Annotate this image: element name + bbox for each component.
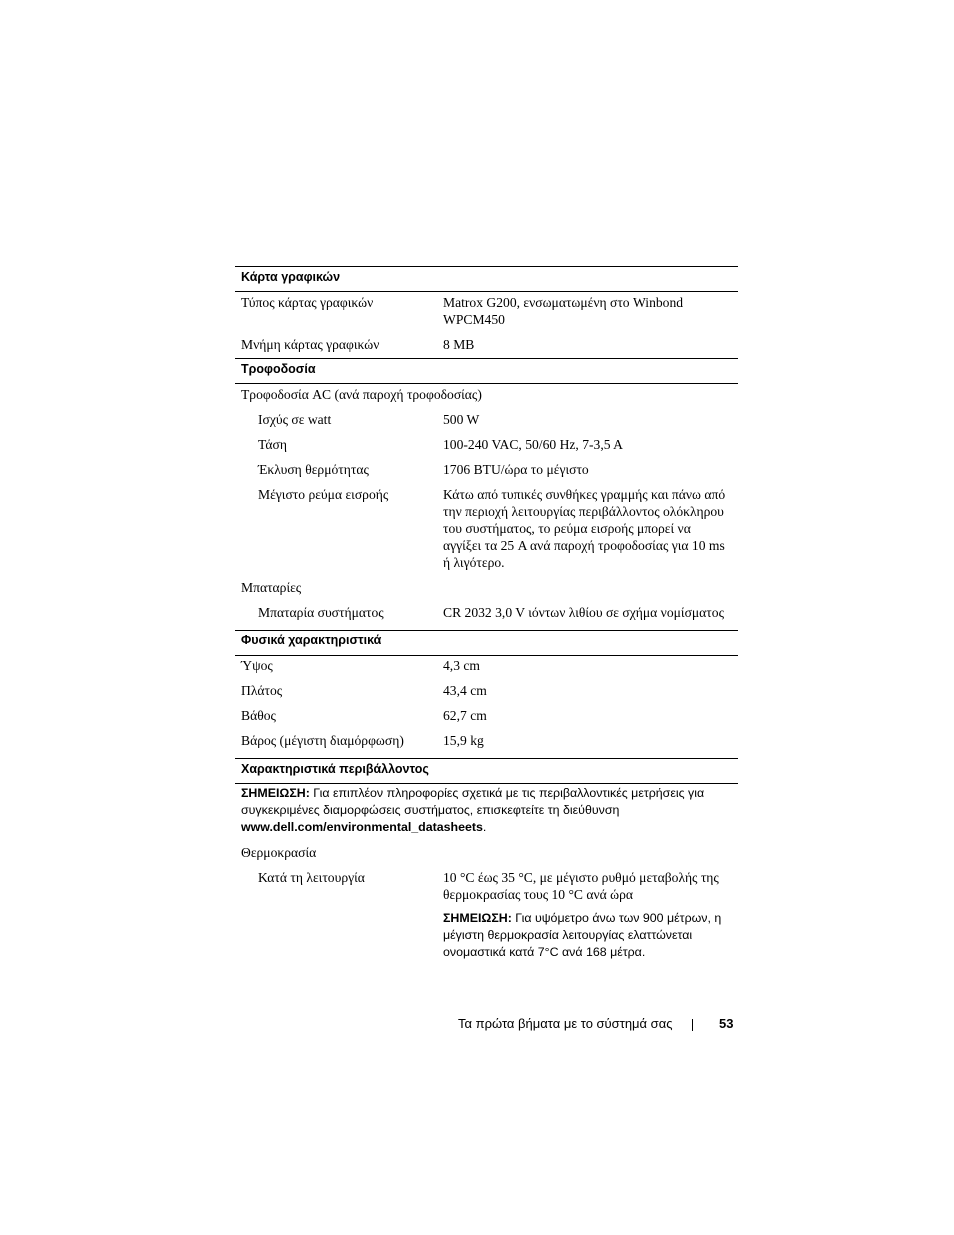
power-voltage-label: Τάση	[258, 437, 287, 452]
section-header-rule	[235, 783, 738, 784]
power-wattage-value: 500 W	[443, 412, 480, 427]
graphics-type-label: Τύπος κάρτας γραφικών	[241, 295, 374, 310]
power-system-battery-label: Μπαταρία συστήματος	[258, 605, 384, 620]
physical-weight-value: 15,9 kg	[443, 733, 484, 748]
environmental-note-line2: συγκεκριμένες διαμορφώσεις συστήματος, επισκεφτείτε τη διεύθυνση	[241, 803, 620, 817]
power-inrush-label: Μέγιστο ρεύμα εισροής	[258, 487, 389, 502]
physical-weight-label: Βάρος (μέγιστη διαμόρφωση)	[241, 733, 404, 748]
power-inrush-value-line3: του συστήματος, το ρεύμα εισροής μπορεί να	[443, 521, 691, 536]
operating-label: Κατά τη λειτουργία	[258, 870, 365, 885]
note-label: ΣΗΜΕΙΩΣΗ:	[241, 786, 310, 800]
physical-depth-label: Βάθος	[241, 708, 276, 723]
graphics-type-value-line1: Matrox G200, ενσωματωμένη στο Winbond	[443, 295, 684, 310]
physical-height-label: Ύψος	[241, 658, 273, 673]
physical-depth-value: 62,7 cm	[443, 708, 487, 723]
power-inrush-value-line5: ή λιγότερο.	[443, 555, 505, 570]
power-heat-value: 1706 BTU/ώρα το μέγιστο	[443, 462, 589, 477]
section-header-rule	[235, 383, 738, 384]
section-header-rule	[235, 291, 738, 292]
operating-note-line3: ονομαστικά κατά 7°C ανά 168 μέτρα.	[443, 945, 646, 959]
physical-width-label: Πλάτος	[241, 683, 283, 698]
power-batteries-label: Μπαταρίες	[241, 580, 302, 595]
operating-value-line1: 10 °C έως 35 °C, με μέγιστο ρυθμό μεταβολής της	[443, 870, 719, 885]
physical-heading: Φυσικά χαρακτηριστικά	[241, 633, 382, 647]
footer-separator	[692, 1019, 693, 1031]
power-ac-label: Τροφοδοσία AC (ανά παροχή τροφοδοσίας)	[241, 387, 482, 402]
power-inrush-value-line1: Κάτω από τυπικές συνθήκες γραμμής και πάνω από	[443, 487, 726, 502]
datasheets-link[interactable]: www.dell.com/environmental_datasheets	[241, 820, 483, 834]
environmental-heading: Χαρακτηριστικά περιβάλλοντος	[241, 762, 429, 776]
section-top-rule	[235, 758, 738, 759]
operating-value-line2: θερμοκρασίας τους 10 °C ανά ώρα	[443, 887, 634, 902]
graphics-heading: Κάρτα γραφικών	[241, 270, 341, 284]
graphics-type-value-line2: WPCM450	[443, 312, 505, 327]
power-system-battery-value: CR 2032 3,0 V ιόντων λιθίου σε σχήμα νομίσματος	[443, 605, 724, 620]
operating-note-text: Για υψόμετρο άνω των 900 μέτρων, η	[511, 911, 722, 925]
note-link-suffix: .	[482, 820, 487, 834]
physical-height-value: 4,3 cm	[443, 658, 480, 673]
power-voltage-value: 100-240 VAC, 50/60 Hz, 7-3,5 A	[443, 437, 623, 452]
power-heat-label: Έκλυση θερμότητας	[258, 462, 369, 477]
section-top-rule	[235, 266, 738, 267]
environmental-note-line3	[241, 819, 486, 836]
note-text: Για επιπλέον πληροφορίες σχετικά με τις περιβαλλοντικές μετρήσεις για	[309, 786, 705, 800]
section-top-rule	[235, 630, 738, 631]
page-number: 53	[719, 1016, 734, 1031]
physical-width-value: 43,4 cm	[443, 683, 487, 698]
operating-note-label: ΣΗΜΕΙΩΣΗ:	[443, 911, 512, 925]
power-wattage-label: Ισχύς σε watt	[258, 412, 332, 427]
section-header-rule	[235, 655, 738, 656]
power-inrush-value-line4: αγγίξει τα 25 A ανά παροχή τροφοδοσίας για 10 ms	[443, 538, 725, 553]
temperature-label: Θερμοκρασία	[241, 845, 317, 860]
environmental-note-line1	[241, 785, 704, 802]
graphics-memory-label: Μνήμη κάρτας γραφικών	[241, 337, 380, 352]
power-heading: Τροφοδοσία	[241, 362, 316, 376]
graphics-memory-value: 8 MB	[443, 337, 475, 352]
section-top-rule	[235, 358, 738, 359]
power-inrush-value-line2: την περιοχή λειτουργίας περιβάλλοντος ολόκληρου	[443, 504, 724, 519]
operating-note-line2: μέγιστη θερμοκρασία λειτουργίας ελαττώνεται	[443, 928, 693, 942]
footer-title: Τα πρώτα βήματα με το σύστημά σας	[458, 1016, 673, 1031]
operating-note-line1	[443, 910, 721, 927]
